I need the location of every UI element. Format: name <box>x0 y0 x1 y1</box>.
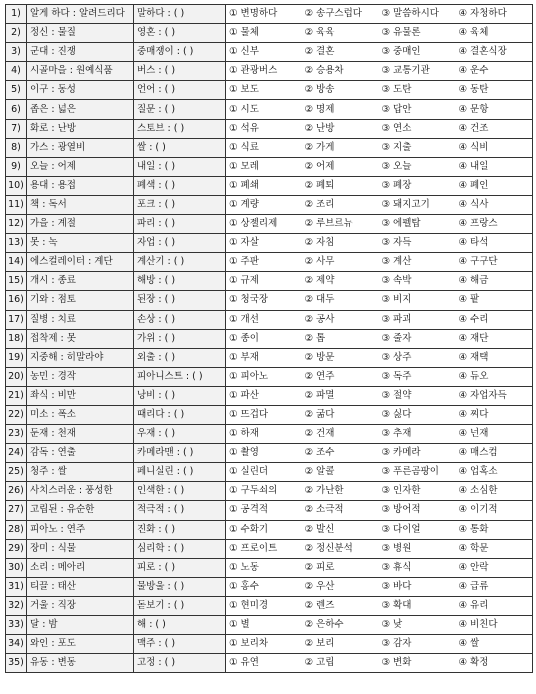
option-4[interactable]: ④ 해금 <box>456 272 533 291</box>
question-number: 34) <box>6 635 27 654</box>
option-4[interactable]: ④ 이기적 <box>456 501 533 520</box>
option-3[interactable]: ③ 줄자 <box>379 329 456 348</box>
option-2[interactable]: ② 조리 <box>302 195 379 214</box>
option-2[interactable]: ② 파멸 <box>302 386 379 405</box>
example-pair: 좁은 : 넓은 <box>27 100 134 119</box>
option-4[interactable]: ④ 육체 <box>456 24 533 43</box>
option-2[interactable]: ② 발신 <box>302 520 379 539</box>
question-row <box>6 444 533 463</box>
option-2[interactable]: ② 우산 <box>302 577 379 596</box>
option-1[interactable]: ① 개선 <box>226 310 302 329</box>
option-2[interactable]: ② 굶다 <box>302 405 379 424</box>
example-pair: 청주 : 쌀 <box>27 463 134 482</box>
question-number: 35) <box>6 654 27 673</box>
option-1[interactable]: ① 변명하다 <box>226 5 302 24</box>
example-pair: 에스컬레이터 : 계단 <box>27 253 134 272</box>
option-4[interactable]: ④ 쌀 <box>456 635 533 654</box>
option-3[interactable]: ③ 돼지고기 <box>379 195 456 214</box>
option-2[interactable]: ② 보리 <box>302 635 379 654</box>
analogy-prompt: 영혼 : ( ) <box>134 24 226 43</box>
question-number: 27) <box>6 501 27 520</box>
question-row <box>6 291 533 310</box>
option-2[interactable]: ② 결혼 <box>302 43 379 62</box>
option-4[interactable]: ④ 결혼식장 <box>456 43 533 62</box>
question-row <box>6 463 533 482</box>
question-row <box>6 24 533 43</box>
option-2[interactable]: ② 육육 <box>302 24 379 43</box>
option-2[interactable]: ② 알콜 <box>302 463 379 482</box>
option-1[interactable]: ① 피아노 <box>226 367 302 386</box>
question-number: 1) <box>6 5 27 24</box>
question-number: 33) <box>6 616 27 635</box>
question-number: 29) <box>6 539 27 558</box>
question-row <box>6 635 533 654</box>
question-row <box>6 425 533 444</box>
option-3[interactable]: ③ 유물론 <box>379 24 456 43</box>
option-2[interactable]: ② 건재 <box>302 425 379 444</box>
option-1[interactable]: ① 시도 <box>226 100 302 119</box>
option-1[interactable]: ① 뜨겁다 <box>226 405 302 424</box>
example-pair: 오늘 : 어제 <box>27 157 134 176</box>
question-row <box>6 405 533 424</box>
analogy-prompt: 가위 : ( ) <box>134 329 226 348</box>
option-1[interactable]: ① 프로이트 <box>226 539 302 558</box>
option-4[interactable]: ④ 자업자득 <box>456 386 533 405</box>
question-row <box>6 234 533 253</box>
analogy-prompt: 피로 : ( ) <box>134 558 226 577</box>
example-pair: 유동 : 변동 <box>27 654 134 673</box>
question-number: 25) <box>6 463 27 482</box>
option-4[interactable]: ④ 넌재 <box>456 425 533 444</box>
question-number: 11) <box>6 195 27 214</box>
question-row <box>6 654 533 673</box>
analogy-prompt: 폐색 : ( ) <box>134 176 226 195</box>
question-row <box>6 195 533 214</box>
question-row <box>6 329 533 348</box>
option-4[interactable]: ④ 타석 <box>456 234 533 253</box>
analogy-prompt: 내일 : ( ) <box>134 157 226 176</box>
analogy-prompt: 계산기 : ( ) <box>134 253 226 272</box>
option-2[interactable]: ② 방문 <box>302 348 379 367</box>
example-pair: 거울 : 직장 <box>27 596 134 615</box>
question-rows <box>6 5 533 673</box>
option-1[interactable]: ① 노동 <box>226 558 302 577</box>
analogy-prompt: 말하다 : ( ) <box>134 5 226 24</box>
option-4[interactable]: ④ 소심한 <box>456 482 533 501</box>
question-number: 28) <box>6 520 27 539</box>
example-pair: 군대 : 진쟁 <box>27 43 134 62</box>
option-4[interactable]: ④ 듀오 <box>456 367 533 386</box>
analogy-prompt: 해방 : ( ) <box>134 272 226 291</box>
option-3[interactable]: ③ 인자한 <box>379 482 456 501</box>
option-4[interactable]: ④ 확정 <box>456 654 533 673</box>
question-number: 7) <box>6 119 27 138</box>
option-3[interactable]: ③ 독주 <box>379 367 456 386</box>
example-pair: 못 : 녹 <box>27 234 134 253</box>
question-row <box>6 272 533 291</box>
option-2[interactable]: ② 가난한 <box>302 482 379 501</box>
question-row <box>6 367 533 386</box>
example-pair: 가을 : 계절 <box>27 215 134 234</box>
option-1[interactable]: ① 신부 <box>226 43 302 62</box>
question-row <box>6 119 533 138</box>
option-4[interactable]: ④ 급류 <box>456 577 533 596</box>
question-row <box>6 501 533 520</box>
option-2[interactable]: ② 은하수 <box>302 616 379 635</box>
example-pair: 장미 : 식물 <box>27 539 134 558</box>
option-3[interactable]: ③ 휴식 <box>379 558 456 577</box>
question-number: 21) <box>6 386 27 405</box>
option-2[interactable]: ② 렌즈 <box>302 596 379 615</box>
question-number: 10) <box>6 176 27 195</box>
analogy-prompt: 중매쟁이 : ( ) <box>134 43 226 62</box>
option-2[interactable]: ② 대두 <box>302 291 379 310</box>
analogy-prompt: 손상 : ( ) <box>134 310 226 329</box>
question-row <box>6 253 533 272</box>
option-4[interactable]: ④ 업혹소 <box>456 463 533 482</box>
analogy-question-sheet <box>5 4 533 673</box>
option-1[interactable]: ① 하재 <box>226 425 302 444</box>
analogy-prompt: 맥주 : ( ) <box>134 635 226 654</box>
option-3[interactable]: ③ 오늘 <box>379 157 456 176</box>
question-row <box>6 138 533 157</box>
option-3[interactable]: ③ 지출 <box>379 138 456 157</box>
option-1[interactable]: ① 실린더 <box>226 463 302 482</box>
example-pair: 티끌 : 태산 <box>27 577 134 596</box>
option-1[interactable]: ① 공격적 <box>226 501 302 520</box>
option-1[interactable]: ① 종이 <box>226 329 302 348</box>
question-number: 14) <box>6 253 27 272</box>
option-2[interactable]: ② 송구스럽다 <box>302 5 379 24</box>
example-pair: 화로 : 난방 <box>27 119 134 138</box>
option-3[interactable]: ③ 에펠탑 <box>379 215 456 234</box>
example-pair: 질병 : 치료 <box>27 310 134 329</box>
option-1[interactable]: ① 상젤리제 <box>226 215 302 234</box>
example-pair: 피아노 : 연주 <box>27 520 134 539</box>
option-1[interactable]: ① 청국장 <box>226 291 302 310</box>
option-3[interactable]: ③ 확대 <box>379 596 456 615</box>
question-number: 17) <box>6 310 27 329</box>
question-number: 5) <box>6 81 27 100</box>
analogy-prompt: 카메라맨 : ( ) <box>134 444 226 463</box>
question-row <box>6 386 533 405</box>
question-row <box>6 577 533 596</box>
option-1[interactable]: ① 자살 <box>226 234 302 253</box>
option-4[interactable]: ④ 학문 <box>456 539 533 558</box>
analogy-prompt: 포크 : ( ) <box>134 195 226 214</box>
analogy-prompt: 때리다 : ( ) <box>134 405 226 424</box>
option-3[interactable]: ③ 비지 <box>379 291 456 310</box>
example-pair: 사치스러운 : 풍성한 <box>27 482 134 501</box>
option-2[interactable]: ② 조수 <box>302 444 379 463</box>
question-row <box>6 310 533 329</box>
option-4[interactable]: ④ 수리 <box>456 310 533 329</box>
analogy-prompt: 우재 : ( ) <box>134 425 226 444</box>
analogy-prompt: 진화 : ( ) <box>134 520 226 539</box>
option-1[interactable]: ① 보리차 <box>226 635 302 654</box>
question-number: 4) <box>6 62 27 81</box>
analogy-prompt: 심리학 : ( ) <box>134 539 226 558</box>
question-row <box>6 215 533 234</box>
option-3[interactable]: ③ 폐장 <box>379 176 456 195</box>
example-pair: 이구 : 동성 <box>27 81 134 100</box>
option-3[interactable]: ③ 자득 <box>379 234 456 253</box>
analogy-prompt: 돋보기 : ( ) <box>134 596 226 615</box>
option-4[interactable]: ④ 통화 <box>456 520 533 539</box>
option-1[interactable]: ① 부재 <box>226 348 302 367</box>
analogy-prompt: 해 : ( ) <box>134 616 226 635</box>
option-2[interactable]: ② 톱 <box>302 329 379 348</box>
option-4[interactable]: ④ 프랑스 <box>456 215 533 234</box>
question-row <box>6 482 533 501</box>
question-row <box>6 539 533 558</box>
option-2[interactable]: ② 방송 <box>302 81 379 100</box>
option-4[interactable]: ④ 식비 <box>456 138 533 157</box>
option-1[interactable]: ① 수화기 <box>226 520 302 539</box>
option-4[interactable]: ④ 안락 <box>456 558 533 577</box>
option-1[interactable]: ① 홍수 <box>226 577 302 596</box>
example-pair: 접착제 : 못 <box>27 329 134 348</box>
question-number: 19) <box>6 348 27 367</box>
option-1[interactable]: ① 계량 <box>226 195 302 214</box>
option-3[interactable]: ③ 푸른곰팡이 <box>379 463 456 482</box>
analogy-prompt: 스토브 : ( ) <box>134 119 226 138</box>
option-3[interactable]: ③ 바다 <box>379 577 456 596</box>
option-2[interactable]: ② 제약 <box>302 272 379 291</box>
option-2[interactable]: ② 소극적 <box>302 501 379 520</box>
option-3[interactable]: ③ 답안 <box>379 100 456 119</box>
question-number: 6) <box>6 100 27 119</box>
analogy-prompt: 적극적 : ( ) <box>134 501 226 520</box>
option-1[interactable]: ① 관광버스 <box>226 62 302 81</box>
option-4[interactable]: ④ 식사 <box>456 195 533 214</box>
option-2[interactable]: ② 폐퇴 <box>302 176 379 195</box>
example-pair: 가스 : 광열비 <box>27 138 134 157</box>
example-pair: 농민 : 경작 <box>27 367 134 386</box>
question-number: 26) <box>6 482 27 501</box>
example-pair: 기와 : 점토 <box>27 291 134 310</box>
analogy-prompt: 쌀 : ( ) <box>134 138 226 157</box>
option-3[interactable]: ③ 병원 <box>379 539 456 558</box>
question-row <box>6 348 533 367</box>
question-row <box>6 100 533 119</box>
question-number: 2) <box>6 24 27 43</box>
example-pair: 고립된 : 유순한 <box>27 501 134 520</box>
option-4[interactable]: ④ 운수 <box>456 62 533 81</box>
option-1[interactable]: ① 규제 <box>226 272 302 291</box>
option-3[interactable]: ③ 속박 <box>379 272 456 291</box>
option-4[interactable]: ④ 구구단 <box>456 253 533 272</box>
option-3[interactable]: ③ 상주 <box>379 348 456 367</box>
option-1[interactable]: ① 촬영 <box>226 444 302 463</box>
analogy-prompt: 인색한 : ( ) <box>134 482 226 501</box>
question-number: 24) <box>6 444 27 463</box>
question-row <box>6 62 533 81</box>
option-2[interactable]: ② 피로 <box>302 558 379 577</box>
option-1[interactable]: ① 유연 <box>226 654 302 673</box>
analogy-prompt: 질문 : ( ) <box>134 100 226 119</box>
question-row <box>6 596 533 615</box>
question-number: 15) <box>6 272 27 291</box>
example-pair: 시골마을 : 원예식품 <box>27 62 134 81</box>
example-pair: 책 : 독서 <box>27 195 134 214</box>
analogy-prompt: 고정 : ( ) <box>134 654 226 673</box>
question-number: 31) <box>6 577 27 596</box>
option-3[interactable]: ③ 파괴 <box>379 310 456 329</box>
option-4[interactable]: ④ 문항 <box>456 100 533 119</box>
question-number: 18) <box>6 329 27 348</box>
question-row <box>6 43 533 62</box>
option-4[interactable]: ④ 매스컴 <box>456 444 533 463</box>
analogy-prompt: 페니실린 : ( ) <box>134 463 226 482</box>
option-3[interactable]: ③ 방어적 <box>379 501 456 520</box>
option-2[interactable]: ② 정신분석 <box>302 539 379 558</box>
question-number: 9) <box>6 157 27 176</box>
option-3[interactable]: ③ 도탄 <box>379 81 456 100</box>
question-number: 8) <box>6 138 27 157</box>
question-number: 3) <box>6 43 27 62</box>
option-3[interactable]: ③ 말씀하시다 <box>379 5 456 24</box>
question-row <box>6 157 533 176</box>
analogy-prompt: 피아니스트 : ( ) <box>134 367 226 386</box>
option-3[interactable]: ③ 계산 <box>379 253 456 272</box>
option-2[interactable]: ② 연주 <box>302 367 379 386</box>
option-3[interactable]: ③ 싫다 <box>379 405 456 424</box>
example-pair: 와인 : 포도 <box>27 635 134 654</box>
option-1[interactable]: ① 식료 <box>226 138 302 157</box>
question-number: 32) <box>6 596 27 615</box>
option-3[interactable]: ③ 중매인 <box>379 43 456 62</box>
option-4[interactable]: ④ 유리 <box>456 596 533 615</box>
analogy-prompt: 파리 : ( ) <box>134 215 226 234</box>
option-4[interactable]: ④ 폐인 <box>456 176 533 195</box>
question-number: 23) <box>6 425 27 444</box>
option-3[interactable]: ③ 연소 <box>379 119 456 138</box>
option-2[interactable]: ② 사무 <box>302 253 379 272</box>
option-4[interactable]: ④ 팥 <box>456 291 533 310</box>
example-pair: 알게 하다 : 알려드리다 <box>27 5 134 24</box>
example-pair: 달 : 밤 <box>27 616 134 635</box>
option-3[interactable]: ③ 감자 <box>379 635 456 654</box>
option-2[interactable]: ② 명제 <box>302 100 379 119</box>
question-number: 16) <box>6 291 27 310</box>
option-1[interactable]: ① 구두쇠의 <box>226 482 302 501</box>
option-3[interactable]: ③ 낮 <box>379 616 456 635</box>
analogy-prompt: 언어 : ( ) <box>134 81 226 100</box>
example-pair: 미소 : 폭소 <box>27 405 134 424</box>
option-1[interactable]: ① 보도 <box>226 81 302 100</box>
analogy-prompt: 버스 : ( ) <box>134 62 226 81</box>
question-row <box>6 176 533 195</box>
option-1[interactable]: ① 물체 <box>226 24 302 43</box>
example-pair: 감독 : 연출 <box>27 444 134 463</box>
question-number: 20) <box>6 367 27 386</box>
option-4[interactable]: ④ 내일 <box>456 157 533 176</box>
analogy-prompt: 물방울 : ( ) <box>134 577 226 596</box>
option-1[interactable]: ① 현미경 <box>226 596 302 615</box>
example-pair: 좌식 : 비만 <box>27 386 134 405</box>
question-row <box>6 558 533 577</box>
option-1[interactable]: ① 모레 <box>226 157 302 176</box>
question-row <box>6 616 533 635</box>
analogy-prompt: 자업 : ( ) <box>134 234 226 253</box>
analogy-prompt: 낭비 : ( ) <box>134 386 226 405</box>
question-row <box>6 5 533 24</box>
question-row <box>6 520 533 539</box>
option-3[interactable]: ③ 절약 <box>379 386 456 405</box>
analogy-prompt: 외출 : ( ) <box>134 348 226 367</box>
option-3[interactable]: ③ 추재 <box>379 425 456 444</box>
option-2[interactable]: ② 루브르뉴 <box>302 215 379 234</box>
analogy-prompt: 된장 : ( ) <box>134 291 226 310</box>
example-pair: 정신 : 물질 <box>27 24 134 43</box>
option-4[interactable]: ④ 자청하다 <box>456 5 533 24</box>
option-3[interactable]: ③ 다이얼 <box>379 520 456 539</box>
option-2[interactable]: ② 어제 <box>302 157 379 176</box>
option-4[interactable]: ④ 비친다 <box>456 616 533 635</box>
example-pair: 소리 : 메아리 <box>27 558 134 577</box>
option-1[interactable]: ① 별 <box>226 616 302 635</box>
option-1[interactable]: ① 석유 <box>226 119 302 138</box>
option-3[interactable]: ③ 교통기관 <box>379 62 456 81</box>
option-2[interactable]: ② 승용차 <box>302 62 379 81</box>
option-1[interactable]: ① 폐쇄 <box>226 176 302 195</box>
question-number: 13) <box>6 234 27 253</box>
question-number: 12) <box>6 215 27 234</box>
example-pair: 지중해 : 히말라야 <box>27 348 134 367</box>
option-3[interactable]: ③ 변화 <box>379 654 456 673</box>
option-4[interactable]: ④ 재택 <box>456 348 533 367</box>
question-number: 30) <box>6 558 27 577</box>
option-3[interactable]: ③ 카메라 <box>379 444 456 463</box>
option-4[interactable]: ④ 동탄 <box>456 81 533 100</box>
question-row <box>6 81 533 100</box>
option-1[interactable]: ① 파산 <box>226 386 302 405</box>
option-2[interactable]: ② 난방 <box>302 119 379 138</box>
example-pair: 둔재 : 천재 <box>27 425 134 444</box>
option-4[interactable]: ④ 재단 <box>456 329 533 348</box>
option-4[interactable]: ④ 찌다 <box>456 405 533 424</box>
option-4[interactable]: ④ 건조 <box>456 119 533 138</box>
option-2[interactable]: ② 가게 <box>302 138 379 157</box>
option-2[interactable]: ② 자침 <box>302 234 379 253</box>
option-2[interactable]: ② 고립 <box>302 654 379 673</box>
option-1[interactable]: ① 주판 <box>226 253 302 272</box>
example-pair: 개시 : 종료 <box>27 272 134 291</box>
question-number: 22) <box>6 405 27 424</box>
option-2[interactable]: ② 공사 <box>302 310 379 329</box>
example-pair: 용대 : 용접 <box>27 176 134 195</box>
